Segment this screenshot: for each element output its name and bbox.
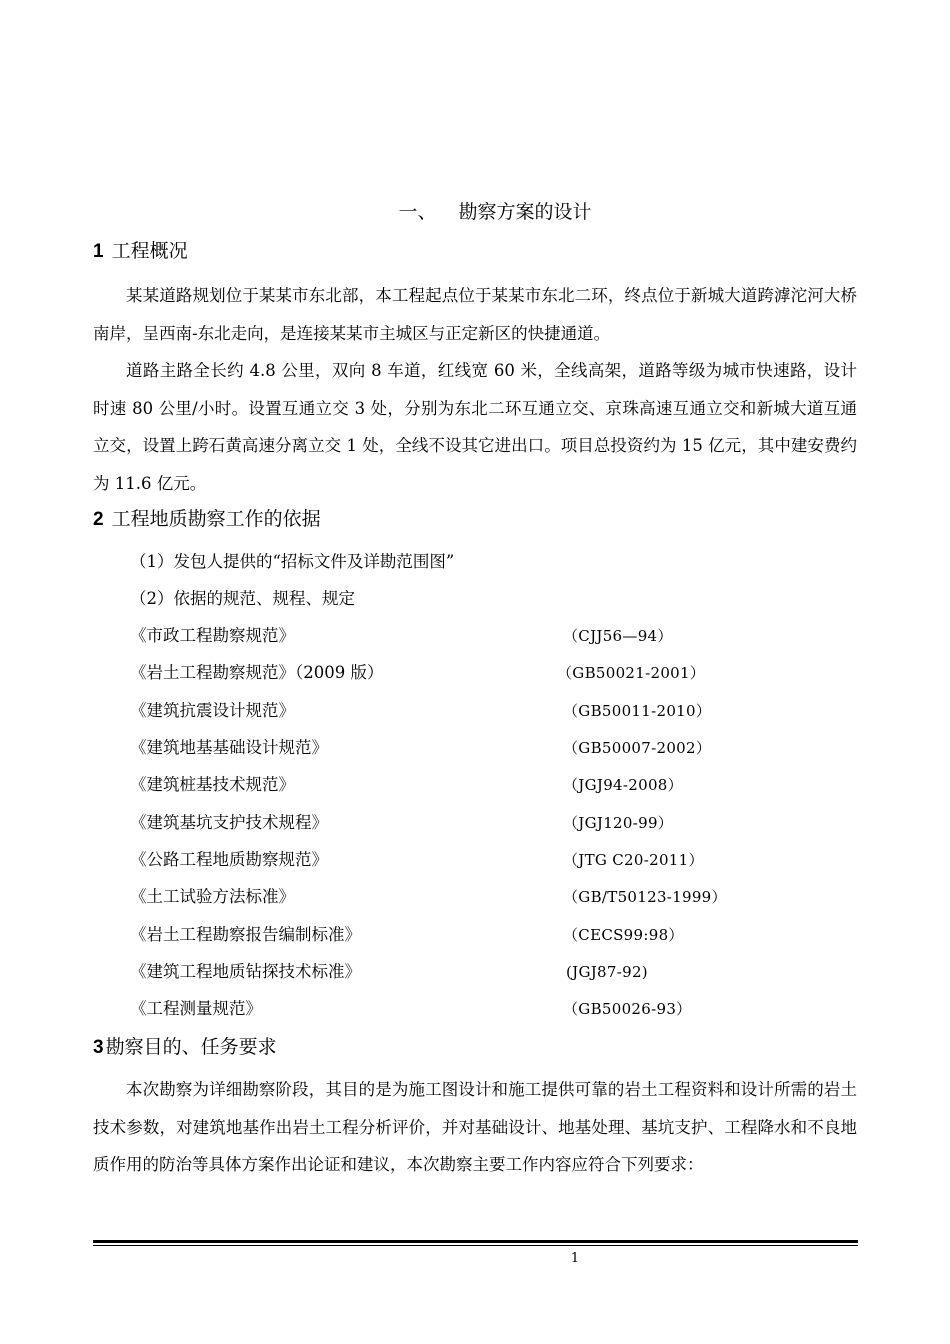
standard-name: 《岩土工程勘察规范》（2009 版） — [130, 663, 384, 682]
section-number: 3 — [93, 1037, 104, 1058]
standard-code: （CJJ56—94） — [563, 627, 673, 645]
standard-name: 《岩土工程勘察报告编制标准》 — [130, 925, 361, 944]
standard-row — [130, 885, 830, 909]
standard-code: （JTG C20-2011） — [563, 851, 704, 869]
standard-code: （GB/T50123-1999） — [563, 888, 727, 906]
section-heading-2 — [93, 506, 321, 533]
standard-row — [130, 848, 830, 872]
section-title: 勘察目的、任务要求 — [105, 1036, 277, 1058]
standard-row — [130, 624, 830, 648]
standard-code: （GB50007-2002） — [563, 739, 712, 757]
chapter-title-text: 勘察方案的设计 — [458, 201, 592, 223]
standard-name: 《工程测量规范》 — [130, 999, 262, 1018]
standard-row — [130, 773, 830, 797]
paragraph-purpose: 本次勘察为详细勘察阶段，其目的是为施工图设计和施工提供可靠的岩土工程资料和设计所需的岩土技术参数，对建筑地基作出岩土工程分析评价，并对基础设计、地基处理、基坑支护、工程降水和不良地质作用的防治等具体方案作出论证和建议，本次勘察主要工作内容应符合下列要求： — [93, 1080, 857, 1174]
standard-code: （JGJ120-99） — [563, 814, 674, 832]
section-title: 工程地质勘察工作的依据 — [111, 508, 321, 530]
chapter-title — [0, 199, 950, 225]
section-heading-1 — [93, 238, 188, 265]
standard-code: （GB50026-93） — [563, 1000, 692, 1018]
footer-rule-thin — [93, 1245, 858, 1246]
standard-code: (JGJ87-92) — [566, 963, 648, 981]
standard-code: （JGJ94-2008） — [563, 776, 683, 794]
standard-row — [130, 997, 830, 1021]
footer-rule — [93, 1240, 858, 1243]
standard-row — [130, 960, 830, 984]
page-number: 1 — [570, 1251, 580, 1266]
standard-name: 《建筑地基基础设计规范》 — [130, 738, 328, 757]
standard-name: 《建筑工程地质钻探技术标准》 — [130, 962, 361, 981]
basis-item-1: （1）发包人提供的“招标文件及详勘范围图” — [130, 552, 455, 571]
standard-code: （GB50021-2001） — [557, 664, 706, 682]
standard-name: 《市政工程勘察规范》 — [130, 626, 295, 645]
paragraph-overview-1: 某某道路规划位于某某市东北部，本工程起点位于某某市东北二环，终点位于新城大道跨滹沱河大桥南岸，呈西南-东北走向，是连接某某市主城区与正定新区的快捷通道。 — [93, 286, 857, 343]
standard-name: 《公路工程地质勘察规范》 — [130, 850, 328, 869]
section-number: 2 — [93, 509, 104, 530]
standard-code: （CECS99:98） — [563, 926, 684, 944]
basis-item-2: （2）依据的规范、规程、规定 — [130, 589, 355, 608]
paragraph-overview-2: 道路主路全长约 4.8 公里，双向 8 车道，红线宽 60 米，全线高架，道路等级为城市快速路，设计时速 80 公里/小时。设置互通立交 3 处，分别为东北二环互通立交、京珠高速互通立交和新城大道互通立交，设置上跨石黄高速分离立交 1 处，全线不设其它进出口。项目总投资约为 15 亿元，其中建安费约为 11.6 亿元。 — [93, 361, 857, 493]
section-heading-3 — [93, 1034, 277, 1061]
standard-row — [130, 811, 830, 835]
standard-row — [130, 699, 830, 723]
chapter-number: 一、 — [398, 201, 437, 223]
standard-row — [130, 736, 830, 760]
standard-name: 《建筑抗震设计规范》 — [130, 701, 295, 720]
section-number: 1 — [93, 241, 104, 262]
section-title: 工程概况 — [111, 240, 188, 262]
standard-name: 《建筑桩基技术规范》 — [130, 775, 295, 794]
standard-name: 《土工试验方法标准》 — [130, 887, 295, 906]
standard-row — [130, 661, 830, 685]
standard-name: 《建筑基坑支护技术规程》 — [130, 813, 328, 832]
standard-code: （GB50011-2010） — [563, 702, 712, 720]
standard-row — [130, 923, 830, 947]
